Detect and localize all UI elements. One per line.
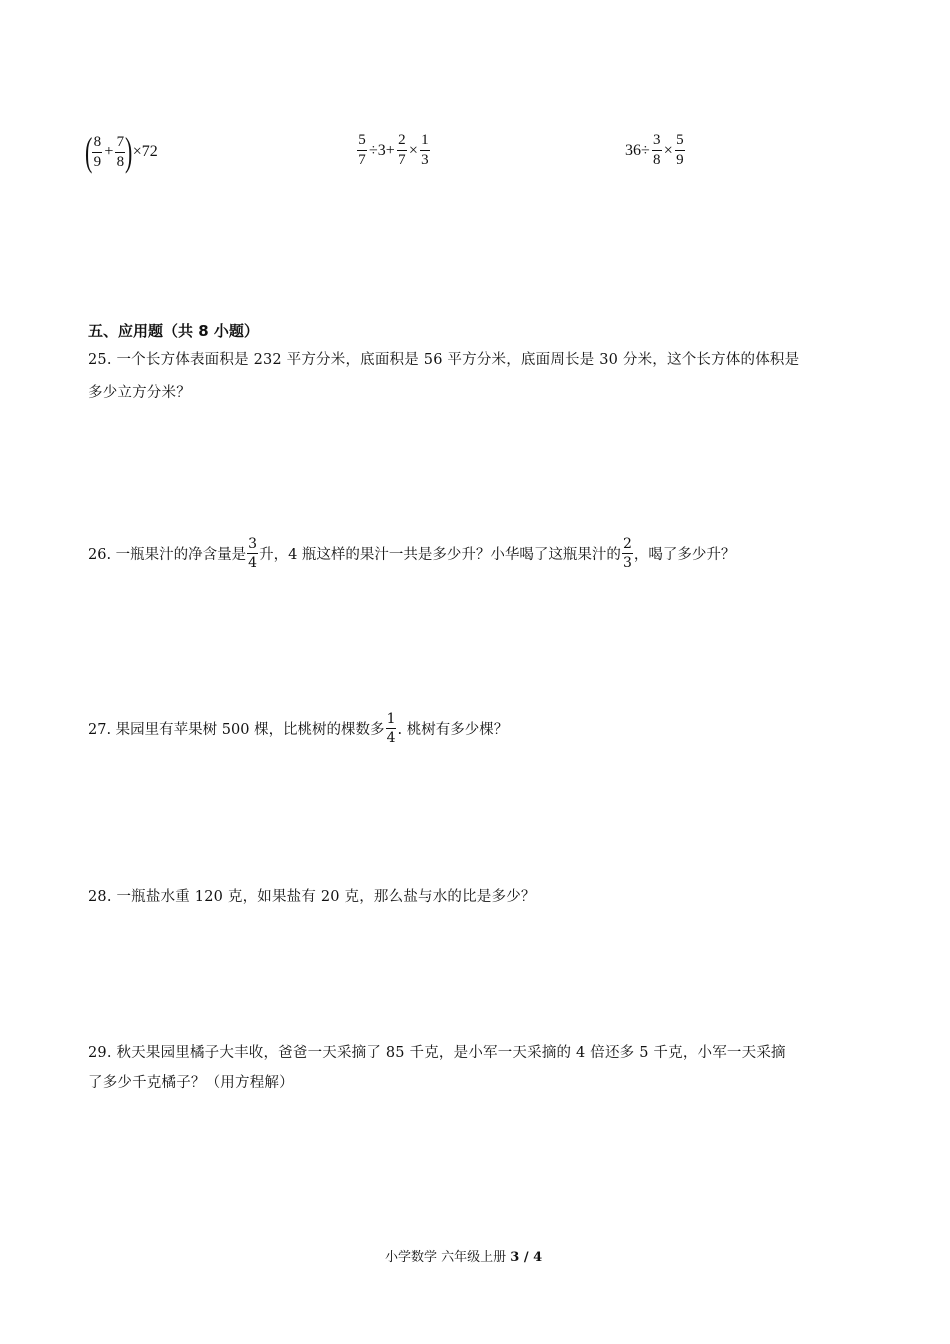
fraction-2-3 (622, 536, 633, 571)
expression-1 (84, 129, 159, 174)
expression-middle: ÷3+ (369, 141, 395, 159)
question-27-text-2: . 桃树有多少棵？ (397, 722, 509, 738)
right-paren: ) (125, 129, 133, 174)
fraction-8-9 (92, 134, 102, 171)
denominator: 4 (386, 730, 396, 746)
fraction-5-7 (357, 132, 367, 169)
fraction-1-4 (386, 711, 397, 746)
denominator: 8 (116, 153, 125, 170)
expression-tail: ×72 (132, 143, 158, 160)
fraction-bar (92, 152, 102, 153)
denominator: 9 (93, 153, 102, 170)
expression-3 (624, 132, 686, 169)
denominator: 7 (358, 152, 366, 168)
question-26-text-3: ，喝了多少升？ (633, 547, 736, 563)
fraction-3-4 (247, 536, 258, 571)
expression-lead: 36÷ (625, 141, 650, 159)
fraction-bar (622, 553, 633, 554)
times-sign: × (663, 141, 673, 159)
question-27-text-1: 27. 果园里有苹果树 500 棵，比桃树的棵数多 (88, 722, 385, 738)
fraction-7-8 (115, 134, 125, 171)
plus-sign: + (104, 143, 114, 160)
numerator: 2 (622, 536, 632, 552)
question-26-text-2: 升，4 瓶这样的果汁一共是多少升？小华喝了这瓶果汁的 (259, 547, 621, 563)
numerator: 3 (248, 536, 258, 552)
numerator: 8 (93, 133, 102, 150)
numerator: 5 (676, 132, 684, 148)
fraction-bar (675, 150, 685, 151)
fraction-bar (247, 553, 258, 554)
denominator: 3 (622, 555, 632, 571)
question-25-line-1: 25. 一个长方体表面积是 232 平方分米，底面积是 56 平方分米，底面周长是 30 分米，这个长方体的体积是 (88, 352, 800, 368)
question-26 (88, 536, 735, 571)
footer-label: 小学数学 六年级上册 (385, 1250, 507, 1265)
numerator: 1 (421, 132, 429, 148)
expression-2 (356, 132, 431, 169)
numerator: 2 (398, 132, 406, 148)
denominator: 7 (398, 152, 406, 168)
fraction-bar (397, 150, 407, 151)
left-paren: ( (84, 129, 93, 174)
question-27 (88, 711, 508, 746)
denominator: 4 (248, 555, 258, 571)
denominator: 8 (653, 152, 661, 168)
fraction-bar (652, 150, 662, 151)
numerator: 7 (116, 133, 125, 150)
numerator: 1 (386, 711, 396, 727)
section-title: 五、应用题（共 8 小题） (88, 322, 259, 340)
fraction-2-7 (397, 132, 407, 169)
fraction-1-3 (420, 132, 430, 169)
question-29-line-2: 了多少千克橘子？（用方程解） (88, 1075, 294, 1091)
question-28: 28. 一瓶盐水重 120 克，如果盐有 20 克，那么盐与水的比是多少？ (88, 889, 536, 905)
denominator: 3 (421, 152, 429, 168)
fraction-bar (420, 150, 430, 151)
fraction-5-9 (675, 132, 685, 169)
question-26-text-1: 26. 一瓶果汁的净含量是 (88, 547, 247, 563)
question-29-line-1: 29. 秋天果园里橘子大丰收，爸爸一天采摘了 85 千克，是小军一天采摘的 4 倍还多 5 千克，小军一天采摘 (88, 1045, 786, 1061)
times-sign: × (408, 141, 418, 159)
fraction-3-8 (652, 132, 662, 169)
page-number: 3 / 4 (510, 1250, 543, 1265)
fraction-bar (115, 152, 125, 153)
denominator: 9 (676, 152, 684, 168)
numerator: 5 (358, 132, 366, 148)
numerator: 3 (653, 132, 661, 148)
page-footer (385, 1246, 542, 1265)
fraction-bar (386, 728, 397, 729)
fraction-bar (357, 150, 367, 151)
question-25-line-2: 多少立方分米？ (88, 385, 191, 401)
